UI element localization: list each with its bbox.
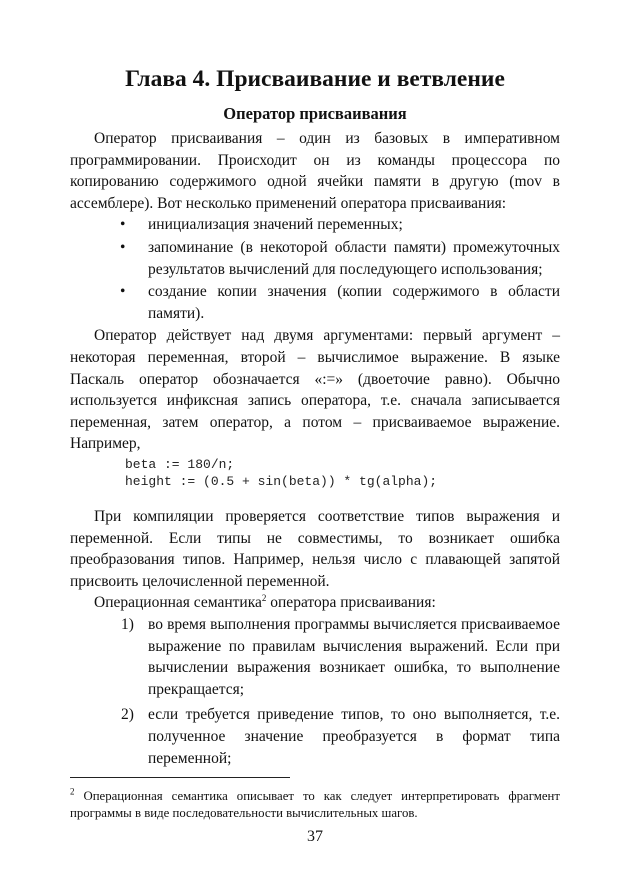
paragraph-semantics	[70, 592, 560, 614]
list-item-text: во время выполнения программы вычисляется присваиваемое выражение по правилам вычисления выражений. Если при вычислении выражения возникает ошибка, то выполнение прекращается;	[148, 615, 560, 698]
semantics-text-end: оператора присваивания:	[266, 594, 436, 612]
list-number: 2)	[121, 706, 134, 724]
footnote	[70, 788, 560, 822]
paragraph-intro: Оператор присваивания – один из базовых в императивном программировании. Происходит он из команды процессора по копированию содержимого одной ячейки памяти в другую (mov в ассемблере). Вот несколько применений оператора присваивания:	[70, 130, 560, 212]
list-item	[70, 614, 560, 700]
code-block	[125, 456, 545, 490]
list-item	[70, 281, 560, 324]
list-item	[70, 237, 560, 280]
semantics-block	[70, 506, 560, 773]
list-item-text: создание копии значения (копии содержимого в области памяти).	[148, 283, 560, 322]
chapter-title: Глава 4. Присваивание и ветвление	[125, 66, 505, 92]
semantics-text: Операционная семантика	[94, 594, 262, 612]
list-number: 1)	[121, 615, 134, 633]
paragraph-operator: Оператор действует над двумя аргументами: первый аргумент – некоторая переменная, второй – вычислимое выражение. В языке Паскаль оператор обозначается «:=» (двоеточие равно). Обычно используется инфиксная запись оператора, т.е. сначала записывается переменная, затем оператор, а потом – присваиваемое выражение. Например,	[70, 327, 560, 453]
code-line: height := (0.5 + sin(beta)) * tg(alpha);	[125, 474, 438, 489]
paragraph-compilation: При компиляции проверяется соответствие типов выражения и переменной. Если типы не совместимы, то возникает ошибка преобразования типов. Например, нельзя число с плавающей запятой присвоить целочисленной переменной.	[70, 508, 560, 590]
footnote-number: 2	[70, 786, 75, 797]
footnote-divider	[70, 777, 290, 778]
numbered-list	[70, 614, 560, 769]
footnote-reference: 2	[261, 593, 267, 604]
page-number: 37	[307, 828, 323, 845]
bullet-icon: •	[120, 238, 126, 256]
bullet-icon: •	[120, 283, 126, 301]
bullet-list	[70, 214, 560, 324]
list-item-text: запоминание (в некоторой области памяти) промежуточных результатов вычислений для последующего использования;	[148, 238, 560, 278]
list-item-text: если требуется приведение типов, то оно выполняется, т.е. полученное значение преобразуется в формат типа переменной;	[148, 706, 560, 767]
list-item	[70, 214, 560, 236]
intro-block	[70, 128, 560, 455]
bullet-icon: •	[120, 216, 126, 234]
list-item-text: инициализация значений переменных;	[148, 216, 403, 234]
section-title: Оператор присваивания	[223, 104, 407, 123]
code-line: beta := 180/n;	[125, 457, 235, 472]
list-item	[70, 704, 560, 769]
footnote-text: Операционная семантика описывает то как следует интерпретировать фрагмент программы в виде последовательности вычислительных шагов.	[70, 789, 560, 820]
